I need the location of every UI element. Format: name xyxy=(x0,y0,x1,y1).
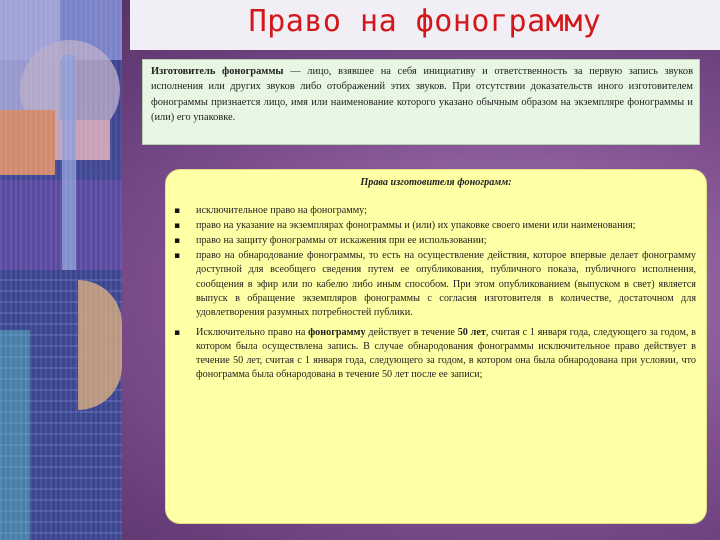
list-item-text: право на указание на экземплярах фонограммы и (или) их упаковке своего имени или наименования; xyxy=(196,220,636,232)
decorative-strip xyxy=(0,0,122,540)
list-item-text: право на обнародование фонограммы, то есть на осуществление действия, которое впервые делает фонограмму доступной для всеобщего сведения путем ее опубликования, публичного показа, публичного исполнения, сообщения в эфир или по кабелю либо иным способом. При этом опубликованием (выпуском в свет) является выпуск в обращение экземпляров фонограммы с согласия изготовителя в количестве, достаточном для удовлетворения разумных потребностей публики. xyxy=(196,250,696,318)
list-item xyxy=(176,204,696,218)
bullet-icon: ▪ xyxy=(174,221,181,232)
bold-segment: 50 лет xyxy=(457,326,486,338)
rights-box xyxy=(166,170,706,523)
list-item xyxy=(176,249,696,319)
decor-arc xyxy=(78,280,122,410)
text-segment: , считая с 1 января года, следующего за годом, в котором была осуществлена запись. В случае обнародования фонограммы исключительное право действует в течение 50 лет, считая с 1 января года, следующего за годом, в котором она была обнародована при условии, что фонограмма была обнародована в течение 50 лет после ее записи; xyxy=(196,326,696,381)
page-title: Право на фонограмму xyxy=(248,4,602,39)
decor-block xyxy=(0,0,122,60)
text-segment: Исключительно право на xyxy=(196,326,309,338)
decor-stripes xyxy=(0,270,122,540)
rights-list xyxy=(176,204,696,382)
definition-term: Изготовитель фонограммы xyxy=(151,66,284,77)
decor-block xyxy=(0,330,30,540)
definition-box xyxy=(142,59,700,145)
bullet-icon: ▪ xyxy=(174,236,181,247)
list-item xyxy=(176,234,696,248)
decor-block xyxy=(0,110,55,175)
bullet-icon: ▪ xyxy=(174,327,181,338)
decor-block xyxy=(0,0,60,160)
decor-block xyxy=(55,120,110,160)
bullet-icon: ▪ xyxy=(174,251,181,262)
definition-text: — лицо, взявшее на себя инициативу и ответственность за первую запись звуков исполнения или других звуков либо отображений этих звуков. При отсутствии доказательств иного изготовителем фонограммы признается лицо, имя или наименование которого указано обычным образом на экземпляре фонограммы и (или) его упаковке. xyxy=(151,66,693,124)
bullet-icon: ▪ xyxy=(174,206,181,217)
bold-segment: фонограмму xyxy=(308,326,366,338)
text-segment: действует в течение xyxy=(365,326,458,338)
list-item-text: исключительное право на фонограмму; xyxy=(196,205,367,217)
list-item-text: право на защиту фонограммы от искажения при ее использовании; xyxy=(196,235,487,247)
list-item xyxy=(176,326,696,382)
list-item xyxy=(176,219,696,233)
decor-circle xyxy=(20,40,120,140)
decor-stripe xyxy=(62,55,76,540)
decor-block xyxy=(0,180,122,270)
rights-heading: Права изготовителя фонограмм: xyxy=(360,177,512,188)
list-item-text xyxy=(196,327,696,380)
